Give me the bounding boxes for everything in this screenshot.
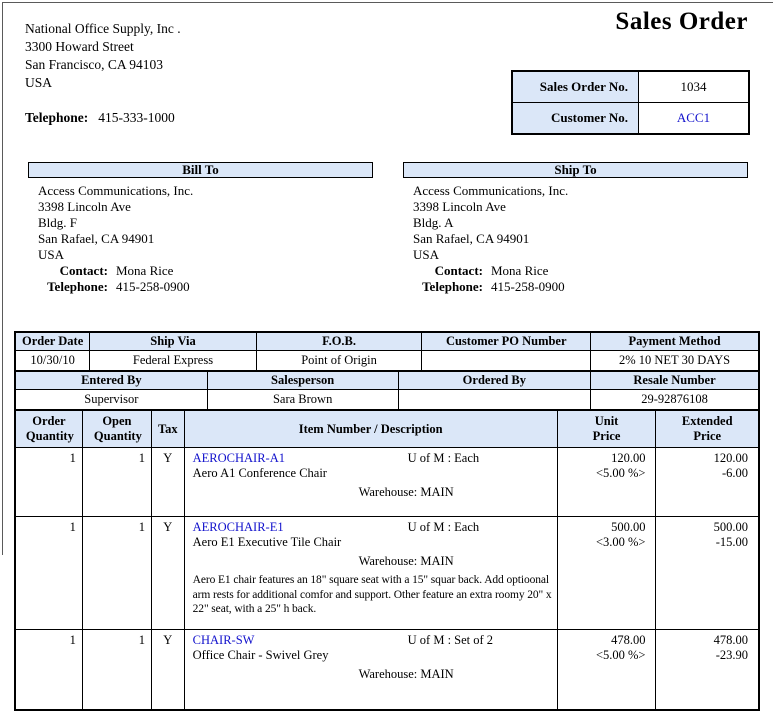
bill-to-line: USA <box>38 247 65 262</box>
fob-value: Point of Origin <box>256 351 422 371</box>
customer-no-link[interactable]: ACC1 <box>676 110 711 125</box>
contact-value: Mona Rice <box>491 263 549 278</box>
company-address-block <box>25 20 181 127</box>
ship-via-value: Federal Express <box>90 351 256 371</box>
unit-of-measure: U of M : Each <box>407 520 480 534</box>
item-long-description: Aero E1 chair features an 18" square seat with a 15" squar back. Add optioonal arm rests for additional comfor and support. Other feature an extra roomy 20" x 22" seat, with a 25" h back. <box>192 574 552 615</box>
order-date-header: Order Date <box>16 333 90 351</box>
unit-discount-value: <5.00 %> <box>595 466 646 480</box>
open-qty-cell: 1 <box>82 517 151 630</box>
unit-price-value: 120.00 <box>611 451 646 465</box>
unit-price-cell <box>557 630 656 710</box>
tax-cell: Y <box>151 630 184 710</box>
sales-order-no-label: Sales Order No. <box>512 71 639 103</box>
customer-no-label: Customer No. <box>512 103 639 135</box>
table-row <box>16 333 759 351</box>
telephone-value: 415-258-0900 <box>491 279 565 294</box>
salesperson-header: Salesperson <box>207 372 398 390</box>
extended-price-value: 478.00 <box>713 633 748 647</box>
addresses-section <box>28 162 748 295</box>
table-row <box>512 71 749 103</box>
ship-to-telephone-row <box>403 279 748 295</box>
unit-discount-value: <3.00 %> <box>595 535 646 549</box>
tax-cell: Y <box>151 448 184 517</box>
ship-to-block <box>403 162 748 295</box>
item-number-link[interactable]: CHAIR-SW <box>192 633 255 647</box>
fob-header: F.O.B. <box>256 333 422 351</box>
open-quantity-header: Open Quantity <box>82 411 151 448</box>
bill-to-line: Bldg. F <box>38 215 78 230</box>
company-address-line: USA <box>25 75 53 90</box>
warehouse-text: Warehouse: MAIN <box>358 554 454 568</box>
order-qty-cell: 1 <box>16 448 83 517</box>
items-header-row <box>16 411 759 448</box>
ship-to-contact-row <box>403 263 748 279</box>
bill-to-line: San Rafael, CA 94901 <box>38 231 155 246</box>
entered-by-value: Supervisor <box>16 390 208 410</box>
ship-to-line: Bldg. A <box>413 215 454 230</box>
extended-discount-value: -23.90 <box>715 648 748 662</box>
ship-to-line: San Rafael, CA 94901 <box>413 231 530 246</box>
bill-to-telephone-row <box>28 279 373 295</box>
contact-label: Contact: <box>434 263 483 278</box>
extended-price-cell <box>656 448 759 517</box>
ship-to-line: 3398 Lincoln Ave <box>413 199 506 214</box>
payment-method-value: 2% 10 NET 30 DAYS <box>591 351 759 371</box>
tax-cell: Y <box>151 517 184 630</box>
unit-price-cell <box>557 517 656 630</box>
bill-to-contact-row <box>28 263 373 279</box>
customer-po-header: Customer PO Number <box>422 333 591 351</box>
item-description-cell <box>184 630 557 710</box>
contact-value: Mona Rice <box>116 263 174 278</box>
resale-number-header: Resale Number <box>591 372 759 390</box>
ship-to-header: Ship To <box>403 162 748 178</box>
line-items-table <box>15 410 759 710</box>
open-qty-cell: 1 <box>82 630 151 710</box>
item-row <box>16 630 759 710</box>
order-details-section <box>14 331 760 711</box>
page-title: Sales Order <box>615 8 748 35</box>
extended-price-cell <box>656 630 759 710</box>
order-details-table-2 <box>15 371 759 410</box>
warehouse-text: Warehouse: MAIN <box>358 485 454 499</box>
payment-method-header: Payment Method <box>591 333 759 351</box>
bill-to-header: Bill To <box>28 162 373 178</box>
ordered-by-header: Ordered By <box>398 372 590 390</box>
table-row <box>16 372 759 390</box>
frame-top-border <box>2 2 773 3</box>
unit-of-measure: U of M : Set of 2 <box>407 633 494 647</box>
company-address-line: San Francisco, CA 94103 <box>25 57 163 72</box>
ship-via-header: Ship Via <box>90 333 256 351</box>
order-qty-cell: 1 <box>16 517 83 630</box>
ship-to-line: Access Communications, Inc. <box>413 183 569 198</box>
item-row <box>16 517 759 630</box>
order-reference-table <box>511 70 750 135</box>
company-address-line: 3300 Howard Street <box>25 39 134 54</box>
contact-label: Contact: <box>59 263 108 278</box>
open-qty-cell: 1 <box>82 448 151 517</box>
telephone-label: Telephone: <box>25 110 89 125</box>
extended-discount-value: -15.00 <box>715 535 748 549</box>
bill-to-line: 3398 Lincoln Ave <box>38 199 131 214</box>
extended-discount-value: -6.00 <box>721 466 748 480</box>
table-row <box>512 103 749 135</box>
resale-number-value: 29-92876108 <box>591 390 759 410</box>
unit-of-measure: U of M : Each <box>407 451 480 465</box>
salesperson-value: Sara Brown <box>207 390 398 410</box>
extended-price-value: 500.00 <box>713 520 748 534</box>
unit-price-value: 478.00 <box>611 633 646 647</box>
item-number-link[interactable]: AEROCHAIR-E1 <box>192 520 284 534</box>
item-description-header: Item Number / Description <box>184 411 557 448</box>
company-telephone-row <box>25 109 181 127</box>
customer-po-value <box>422 351 591 371</box>
telephone-label: Telephone: <box>47 279 108 294</box>
order-qty-cell: 1 <box>16 630 83 710</box>
entered-by-header: Entered By <box>16 372 208 390</box>
unit-price-header: Unit Price <box>557 411 656 448</box>
telephone-label: Telephone: <box>422 279 483 294</box>
extended-price-header: Extended Price <box>656 411 759 448</box>
table-row <box>16 351 759 371</box>
bill-to-block <box>28 162 373 295</box>
unit-price-cell <box>557 448 656 517</box>
telephone-value: 415-333-1000 <box>98 110 175 125</box>
item-description-cell <box>184 448 557 517</box>
item-row <box>16 448 759 517</box>
item-description-text: Aero A1 Conference Chair <box>192 466 327 480</box>
ordered-by-value <box>398 390 590 410</box>
bill-to-line: Access Communications, Inc. <box>38 183 194 198</box>
warehouse-text: Warehouse: MAIN <box>358 667 454 681</box>
item-description-text: Office Chair - Swivel Grey <box>192 648 329 662</box>
order-details-table-1 <box>15 332 759 371</box>
unit-discount-value: <5.00 %> <box>595 648 646 662</box>
item-number-link[interactable]: AEROCHAIR-A1 <box>192 451 285 465</box>
unit-price-value: 500.00 <box>611 520 646 534</box>
item-description-cell <box>184 517 557 630</box>
order-quantity-header: Order Quantity <box>16 411 83 448</box>
ship-to-line: USA <box>413 247 440 262</box>
extended-price-cell <box>656 517 759 630</box>
tax-header: Tax <box>151 411 184 448</box>
table-row <box>16 390 759 410</box>
frame-left-border <box>2 2 3 555</box>
extended-price-value: 120.00 <box>713 451 748 465</box>
telephone-value: 415-258-0900 <box>116 279 190 294</box>
sales-order-no-value: 1034 <box>639 71 750 103</box>
item-description-text: Aero E1 Executive Tile Chair <box>192 535 342 549</box>
order-date-value: 10/30/10 <box>16 351 90 371</box>
company-name: National Office Supply, Inc . <box>25 21 181 36</box>
